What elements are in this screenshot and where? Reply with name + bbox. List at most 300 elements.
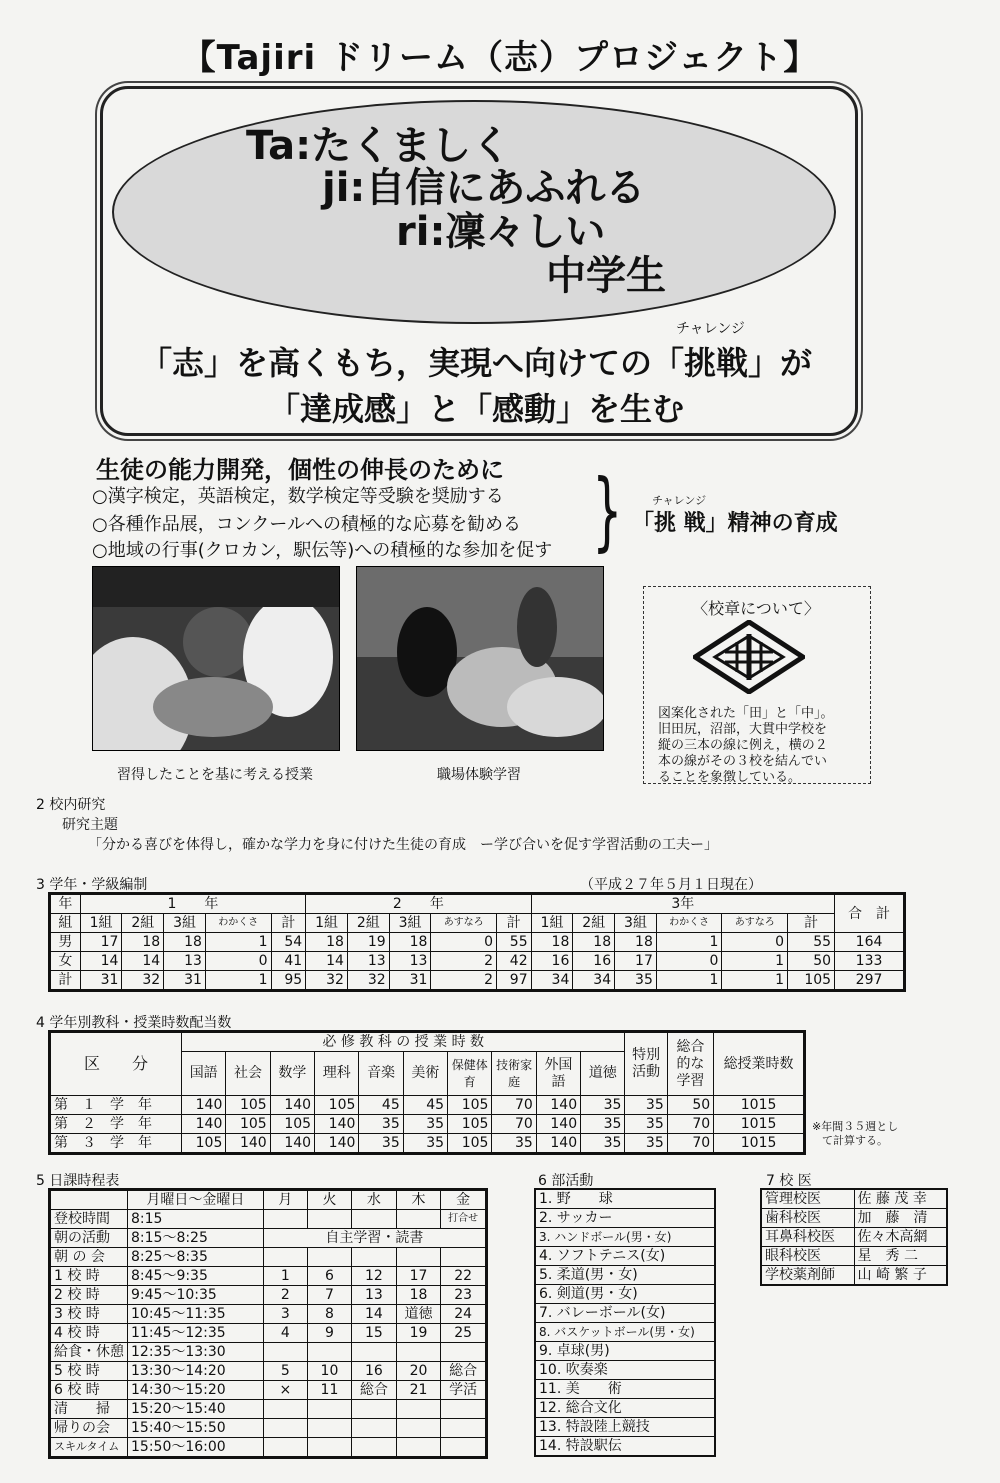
list-item <box>535 1266 715 1285</box>
schedule-cell: 道徳 <box>396 1305 441 1324</box>
period-label: 1 校 時 <box>50 1267 128 1286</box>
column-header: わかくさ <box>205 914 271 933</box>
list-item <box>535 1361 715 1380</box>
column-header: 木 <box>396 1190 441 1210</box>
list-item <box>535 1209 715 1228</box>
period-time: 8:15～8:25 <box>128 1229 264 1248</box>
subject-header: 理科 <box>315 1052 359 1096</box>
table-cell: 35 <box>403 1134 447 1154</box>
column-header: 1組 <box>306 914 348 933</box>
schedule-cell: 学活 <box>441 1381 487 1400</box>
workplace-photo <box>356 566 604 751</box>
table-cell: 1 <box>205 933 271 952</box>
schedule-cell: 22 <box>441 1267 487 1286</box>
schedule-cell: 21 <box>396 1381 441 1400</box>
column-header: 金 <box>441 1190 487 1210</box>
schedule-cell <box>441 1438 487 1458</box>
table-cell: 31 <box>80 971 122 991</box>
schedule-cell <box>307 1210 351 1229</box>
column-header: 3組 <box>389 914 431 933</box>
schedule-cell <box>396 1248 441 1267</box>
challenge-ruby: チャレンジ <box>652 494 707 507</box>
subject-header: 美術 <box>403 1052 447 1096</box>
table-cell: 140 <box>536 1115 580 1134</box>
club-item: 5. 柔道(男・女) <box>535 1266 715 1285</box>
schedule-cell <box>396 1343 441 1362</box>
table-cell: 32 <box>347 971 389 991</box>
table-cell: 18 <box>531 933 573 952</box>
club-item: 10. 吹奏楽 <box>535 1361 715 1380</box>
emblem-icon <box>693 620 805 694</box>
schedule-cell <box>396 1438 441 1458</box>
table-cell: 17 <box>615 952 657 971</box>
table-cell: 17 <box>80 933 122 952</box>
period-label: スキルタイム <box>50 1438 128 1458</box>
clubs-table <box>534 1188 716 1457</box>
schedule-cell <box>307 1419 351 1438</box>
list-item <box>535 1418 715 1437</box>
table-cell: 105 <box>270 1115 314 1134</box>
table-cell: 70 <box>492 1115 536 1134</box>
period-time: 8:25～8:35 <box>128 1248 264 1267</box>
club-item: 3. ハンドボール(男・女) <box>535 1228 715 1247</box>
list-item <box>535 1285 715 1304</box>
column-header: 月 <box>263 1190 307 1210</box>
schedule-row <box>50 1419 487 1438</box>
table-cell: 105 <box>182 1134 226 1154</box>
column-header: 計 <box>271 914 306 933</box>
table-cell: 105 <box>788 971 835 991</box>
table-cell: 31 <box>164 971 206 991</box>
club-item: 13. 特設陸上競技 <box>535 1418 715 1437</box>
table-cell: 35 <box>492 1134 536 1154</box>
period-label: 給食・休憩 <box>50 1343 128 1362</box>
column-header: 火 <box>307 1190 351 1210</box>
doctor-role: 管理校医 <box>761 1189 854 1209</box>
table-cell: 0 <box>656 952 722 971</box>
schedule-cell <box>263 1343 307 1362</box>
club-item: 9. 卓球(男) <box>535 1342 715 1361</box>
schedule-cell <box>352 1419 397 1438</box>
schedule-cell: 9 <box>307 1324 351 1343</box>
table-cell: 1 <box>722 952 788 971</box>
schedule-cell: 8 <box>307 1305 351 1324</box>
period-label: 5 校 時 <box>50 1362 128 1381</box>
subject-header: 道徳 <box>581 1052 625 1096</box>
table-cell: 35 <box>581 1115 625 1134</box>
table-cell: 35 <box>625 1134 667 1154</box>
table-row <box>761 1189 947 1209</box>
table-cell: 13 <box>164 952 206 971</box>
schedule-row <box>50 1324 487 1343</box>
class-table: 年 1 年 2 年 3年 合 計 組 1組 2組 3組 わかくさ 計 1組 2組 3組 あすなろ 計 1組 2組 3組 わかくさ あすなろ 計 男 17 18 18 1 54 18 19 18 0 55 18 18 18 1 0 55 164 女 14 14 13 0 41 14 13 13 2 42 16 16 17 0 1 50 133 計 31 32 31 1 95 32 32 31 2 97 34 34 35 1 1 105 297 <box>48 892 906 992</box>
period-label: 4 校 時 <box>50 1324 128 1343</box>
table-cell: 105 <box>226 1115 270 1134</box>
table-cell: 105 <box>448 1096 492 1115</box>
table-cell: 18 <box>573 933 615 952</box>
table-cell: 14 <box>122 952 164 971</box>
period-time: 13:30～14:20 <box>128 1362 264 1381</box>
column-header: 月曜日～金曜日 <box>128 1190 264 1210</box>
table-cell: 54 <box>271 933 306 952</box>
schedule-cell <box>307 1343 351 1362</box>
motto-line-4: 中学生 <box>546 253 666 299</box>
schedule-cell: 14 <box>352 1305 397 1324</box>
list-item <box>535 1247 715 1266</box>
table-cell: 35 <box>625 1096 667 1115</box>
motto-line-1: Ta:たくましく <box>246 123 512 169</box>
brace-symbol: } <box>592 461 623 561</box>
table-cell: 1015 <box>714 1115 805 1134</box>
schedule-cell: 5 <box>263 1362 307 1381</box>
schedule-cell <box>263 1210 307 1229</box>
club-item: 11. 美 術 <box>535 1380 715 1399</box>
table-cell: 70 <box>667 1115 713 1134</box>
period-time: 8:45～9:35 <box>128 1267 264 1286</box>
schedule-row <box>50 1381 487 1400</box>
table-cell: 1015 <box>714 1096 805 1115</box>
period-label: 2 校 時 <box>50 1286 128 1305</box>
table-cell: 41 <box>271 952 306 971</box>
column-header: 計 <box>788 914 835 933</box>
research-theme: 「分かる喜びを体得し，確かな学力を身に付けた生徒の育成 ー学び合いを促す学習活動の工夫ー」 <box>88 837 718 853</box>
list-item <box>535 1189 715 1209</box>
schedule-cell: 総合 <box>352 1381 397 1400</box>
list-item <box>535 1304 715 1323</box>
table-row <box>761 1228 947 1247</box>
photo-caption-1: 習得したことを基に考える授業 <box>117 767 313 783</box>
column-header: あすなろ <box>722 914 788 933</box>
table-cell: 70 <box>492 1096 536 1115</box>
column-header: 計 <box>496 914 531 933</box>
period-label: 3 校 時 <box>50 1305 128 1324</box>
table-cell: 45 <box>359 1096 403 1115</box>
column-header: 2組 <box>347 914 389 933</box>
schedule-cell: 6 <box>307 1267 351 1286</box>
period-label: 朝 の 会 <box>50 1248 128 1267</box>
subject-header: 数学 <box>270 1052 314 1096</box>
schedule-cell: 1 <box>263 1267 307 1286</box>
table-cell: 1 <box>205 971 271 991</box>
table-cell: 35 <box>359 1134 403 1154</box>
schedule-cell <box>396 1210 441 1229</box>
doctor-name: 加 藤 清 <box>854 1209 947 1228</box>
schedule-row <box>50 1343 487 1362</box>
schedule-cell <box>307 1438 351 1458</box>
row-label: 第 ３ 学 年 <box>50 1134 182 1154</box>
table-cell: 18 <box>389 933 431 952</box>
club-item: 2. サッカー <box>535 1209 715 1228</box>
schedule-cell <box>441 1400 487 1419</box>
total-cell: 164 <box>835 933 905 952</box>
schedule-cell: 23 <box>441 1286 487 1305</box>
hours-note-1: ※年間３５週とし <box>812 1120 899 1133</box>
schedule-cell: 17 <box>396 1267 441 1286</box>
table-cell: 35 <box>581 1096 625 1115</box>
schedule-row <box>50 1229 487 1248</box>
table-cell: 1 <box>722 971 788 991</box>
challenge-text: 「挑 戦」精神の育成 <box>632 511 838 536</box>
column-header: 2組 <box>573 914 615 933</box>
column-header: わかくさ <box>656 914 722 933</box>
list-item <box>535 1380 715 1399</box>
hours-heading: 4 学年別教科・授業時数配当数 <box>36 1015 232 1031</box>
subject-header: 国語 <box>182 1052 226 1096</box>
schedule-row <box>50 1210 487 1229</box>
doctor-name: 佐 藤 茂 幸 <box>854 1189 947 1209</box>
emblem-heading: 〈校章について〉 <box>692 599 820 618</box>
development-item: ○地域の行事(クロカン，駅伝等)への積極的な参加を促す <box>92 540 553 561</box>
period-time: 14:30～15:20 <box>128 1381 264 1400</box>
schedule-cell: 打合せ <box>441 1210 487 1229</box>
period-label: 帰りの会 <box>50 1419 128 1438</box>
table-row <box>761 1247 947 1266</box>
schedule-cell: 7 <box>307 1286 351 1305</box>
schedule-cell: 19 <box>396 1324 441 1343</box>
club-item: 14. 特設駅伝 <box>535 1437 715 1457</box>
period-label: 登校時間 <box>50 1210 128 1229</box>
table-cell: 42 <box>496 952 531 971</box>
hours-note-2: て計算する。 <box>822 1134 888 1147</box>
schedule-cell: 10 <box>307 1362 351 1381</box>
table-cell: 35 <box>359 1115 403 1134</box>
table-cell: 140 <box>270 1134 314 1154</box>
list-item <box>535 1399 715 1418</box>
table-cell: 0 <box>722 933 788 952</box>
club-item: 12. 総合文化 <box>535 1399 715 1418</box>
table-cell: 14 <box>306 952 348 971</box>
period-label: 朝の活動 <box>50 1229 128 1248</box>
table-cell: 140 <box>226 1134 270 1154</box>
doctors-table <box>760 1188 948 1286</box>
table-cell: 31 <box>389 971 431 991</box>
subject-header: 音楽 <box>359 1052 403 1096</box>
table-cell: 35 <box>615 971 657 991</box>
schedule-cell: 15 <box>352 1324 397 1343</box>
schedule-cell: 16 <box>352 1362 397 1381</box>
list-item <box>535 1228 715 1247</box>
club-item: 6. 剣道(男・女) <box>535 1285 715 1304</box>
period-label: 清 掃 <box>50 1400 128 1419</box>
table-cell: 105 <box>448 1115 492 1134</box>
schedule-cell: 12 <box>352 1267 397 1286</box>
table-cell: 35 <box>581 1134 625 1154</box>
column-header: 3組 <box>615 914 657 933</box>
table-cell: 0 <box>431 933 497 952</box>
subject-header: 社会 <box>226 1052 270 1096</box>
period-time: 11:45～12:35 <box>128 1324 264 1343</box>
table-cell: 19 <box>347 933 389 952</box>
schedule-row <box>50 1438 487 1458</box>
club-item: 1. 野 球 <box>535 1189 715 1209</box>
period-label: 6 校 時 <box>50 1381 128 1400</box>
table-cell: 14 <box>80 952 122 971</box>
column-header: 3組 <box>164 914 206 933</box>
doctors-heading: 7 校 医 <box>766 1173 812 1189</box>
schedule-cell: 2 <box>263 1286 307 1305</box>
period-time: 9:45～10:35 <box>128 1286 264 1305</box>
table-cell: 35 <box>625 1115 667 1134</box>
slogan-line-1: 「志」を高くもち，実現へ向けての「挑戦」が <box>139 344 812 382</box>
schedule-cell <box>441 1343 487 1362</box>
table-cell: 105 <box>448 1134 492 1154</box>
table-cell: 1 <box>656 933 722 952</box>
schedule-row <box>50 1286 487 1305</box>
table-cell: 13 <box>347 952 389 971</box>
doctor-role: 歯科校医 <box>761 1209 854 1228</box>
schedule-cell <box>396 1419 441 1438</box>
motto-line-3: ri:凜々しい <box>396 209 606 255</box>
table-cell: 0 <box>205 952 271 971</box>
column-header: 水 <box>352 1190 397 1210</box>
table-cell: 95 <box>271 971 306 991</box>
table-cell: 140 <box>315 1115 359 1134</box>
doctor-role: 学校薬剤師 <box>761 1266 854 1286</box>
table-row <box>761 1209 947 1228</box>
table-cell: 45 <box>403 1096 447 1115</box>
total-cell: 297 <box>835 971 905 991</box>
table-row <box>761 1266 947 1286</box>
table-cell: 32 <box>122 971 164 991</box>
table-cell: 16 <box>531 952 573 971</box>
schedule-span: 自主学習・読書 <box>263 1229 486 1248</box>
table-cell: 1 <box>656 971 722 991</box>
schedule-cell <box>263 1248 307 1267</box>
table-cell: 70 <box>667 1134 713 1154</box>
emblem-description: 図案化された「田」と「中」。 旧田尻，沼部，大貫中学校を 縦の三本の線に例え，横の２ 本の線がその３校を結んでい ることを象徴している。 <box>658 706 834 785</box>
table-cell: 18 <box>306 933 348 952</box>
schedule-cell: 総合 <box>441 1362 487 1381</box>
subject-header: 外国語 <box>536 1052 580 1096</box>
table-cell: 97 <box>496 971 531 991</box>
research-subheading: 研究主題 <box>62 817 118 833</box>
page-title: 【Tajiri ドリーム（志）プロジェクト】 <box>181 38 819 78</box>
schedule-cell <box>352 1343 397 1362</box>
development-item: ○漢字検定，英語検定，数学検定等受験を奨励する <box>92 486 504 507</box>
table-cell: 34 <box>531 971 573 991</box>
period-time: 12:35～13:30 <box>128 1343 264 1362</box>
period-time: 8:15 <box>128 1210 264 1229</box>
schedule-cell <box>352 1210 397 1229</box>
club-item: 4. ソフトテニス(女) <box>535 1247 715 1266</box>
table-cell: 50 <box>667 1096 713 1115</box>
column-header: 1組 <box>80 914 122 933</box>
schedule-cell <box>352 1400 397 1419</box>
classes-date: （平成２７年５月１日現在） <box>580 877 762 893</box>
schedule-cell <box>441 1419 487 1438</box>
development-heading: 生徒の能力開発，個性の伸長のために <box>96 456 504 484</box>
development-item: ○各種作品展，コンクールへの積極的な応募を勧める <box>92 514 521 535</box>
table-cell: 140 <box>182 1115 226 1134</box>
column-header: あすなろ <box>431 914 497 933</box>
schedule-cell: 25 <box>441 1324 487 1343</box>
table-cell: 140 <box>536 1134 580 1154</box>
doctor-name: 山 崎 繁 子 <box>854 1266 947 1286</box>
schedule-cell <box>396 1400 441 1419</box>
table-cell: 16 <box>573 952 615 971</box>
schedule-row <box>50 1400 487 1419</box>
table-cell: 140 <box>270 1096 314 1115</box>
total-cell: 133 <box>835 952 905 971</box>
table-cell: 13 <box>389 952 431 971</box>
schedule-cell: 18 <box>396 1286 441 1305</box>
period-time: 10:45～11:35 <box>128 1305 264 1324</box>
row-label: 第 ２ 学 年 <box>50 1115 182 1134</box>
table-cell: 55 <box>788 933 835 952</box>
list-item <box>535 1437 715 1457</box>
column-header: 1組 <box>531 914 573 933</box>
schedule-cell: 13 <box>352 1286 397 1305</box>
schedule-cell <box>307 1400 351 1419</box>
doctor-name: 星 秀 二 <box>854 1247 947 1266</box>
table-cell: 55 <box>496 933 531 952</box>
schedule-cell: 20 <box>396 1362 441 1381</box>
table-cell: 34 <box>573 971 615 991</box>
slogan-ruby: チャレンジ <box>676 321 745 337</box>
doctor-role: 眼科校医 <box>761 1247 854 1266</box>
schedule-cell: 3 <box>263 1305 307 1324</box>
schedule-cell <box>263 1419 307 1438</box>
doctor-name: 佐々木高網 <box>854 1228 947 1247</box>
motto-line-2: ji:自信にあふれる <box>322 165 646 211</box>
table-cell: 1015 <box>714 1134 805 1154</box>
row-label: 第 １ 学 年 <box>50 1096 182 1115</box>
club-item: 8. バスケットボール(男・女) <box>535 1323 715 1342</box>
period-time: 15:20～15:40 <box>128 1400 264 1419</box>
schedule-cell: 24 <box>441 1305 487 1324</box>
table-cell: 35 <box>403 1115 447 1134</box>
hours-table: 区 分 必 修 教 科 の 授 業 時 数 特別活動 総合的な学習 総授業時数 国語 社会 数学 理科 音楽 美術 保健体育 技術家庭 外国語 道徳 第 １ 学 年 140 105 140 105 45 45 105 70 140 35 35 50 1015 第 ２ 学 年 140 105 105 140 35 35 105 70 140 35 35 70 1015 第 ３ 学 年 105 140 140 140 35 35 105 35 140 35 35 70 1015 <box>48 1030 806 1155</box>
table-cell: 18 <box>615 933 657 952</box>
subject-header: 保健体育 <box>448 1052 492 1096</box>
photo-caption-2: 職場体験学習 <box>437 767 521 783</box>
period-time: 15:50～16:00 <box>128 1438 264 1458</box>
subject-header: 技術家庭 <box>492 1052 536 1096</box>
schedule-cell: 11 <box>307 1381 351 1400</box>
schedule-cell <box>263 1438 307 1458</box>
table-cell: 18 <box>122 933 164 952</box>
classroom-photo <box>92 566 340 751</box>
table-cell: 2 <box>431 952 497 971</box>
table-cell: 50 <box>788 952 835 971</box>
schedule-cell: 4 <box>263 1324 307 1343</box>
schedule-row <box>50 1362 487 1381</box>
schedule-row <box>50 1248 487 1267</box>
schedule-cell <box>352 1438 397 1458</box>
schedule-table <box>48 1188 488 1459</box>
schedule-cell <box>307 1248 351 1267</box>
table-cell: 105 <box>226 1096 270 1115</box>
schedule-row <box>50 1267 487 1286</box>
period-time: 15:40～15:50 <box>128 1419 264 1438</box>
list-item <box>535 1342 715 1361</box>
column-header: 2組 <box>122 914 164 933</box>
table-cell: 105 <box>315 1096 359 1115</box>
club-item: 7. バレーボール(女) <box>535 1304 715 1323</box>
list-item <box>535 1323 715 1342</box>
table-cell: 32 <box>306 971 348 991</box>
table-cell: 2 <box>431 971 497 991</box>
table-cell: 140 <box>182 1096 226 1115</box>
schedule-cell <box>441 1248 487 1267</box>
research-heading: 2 校内研究 <box>36 797 106 813</box>
schedule-cell <box>352 1248 397 1267</box>
table-cell: 140 <box>315 1134 359 1154</box>
schedule-cell <box>263 1400 307 1419</box>
schedule-cell: × <box>263 1381 307 1400</box>
clubs-heading: 6 部活動 <box>538 1173 594 1189</box>
doctor-role: 耳鼻科校医 <box>761 1228 854 1247</box>
